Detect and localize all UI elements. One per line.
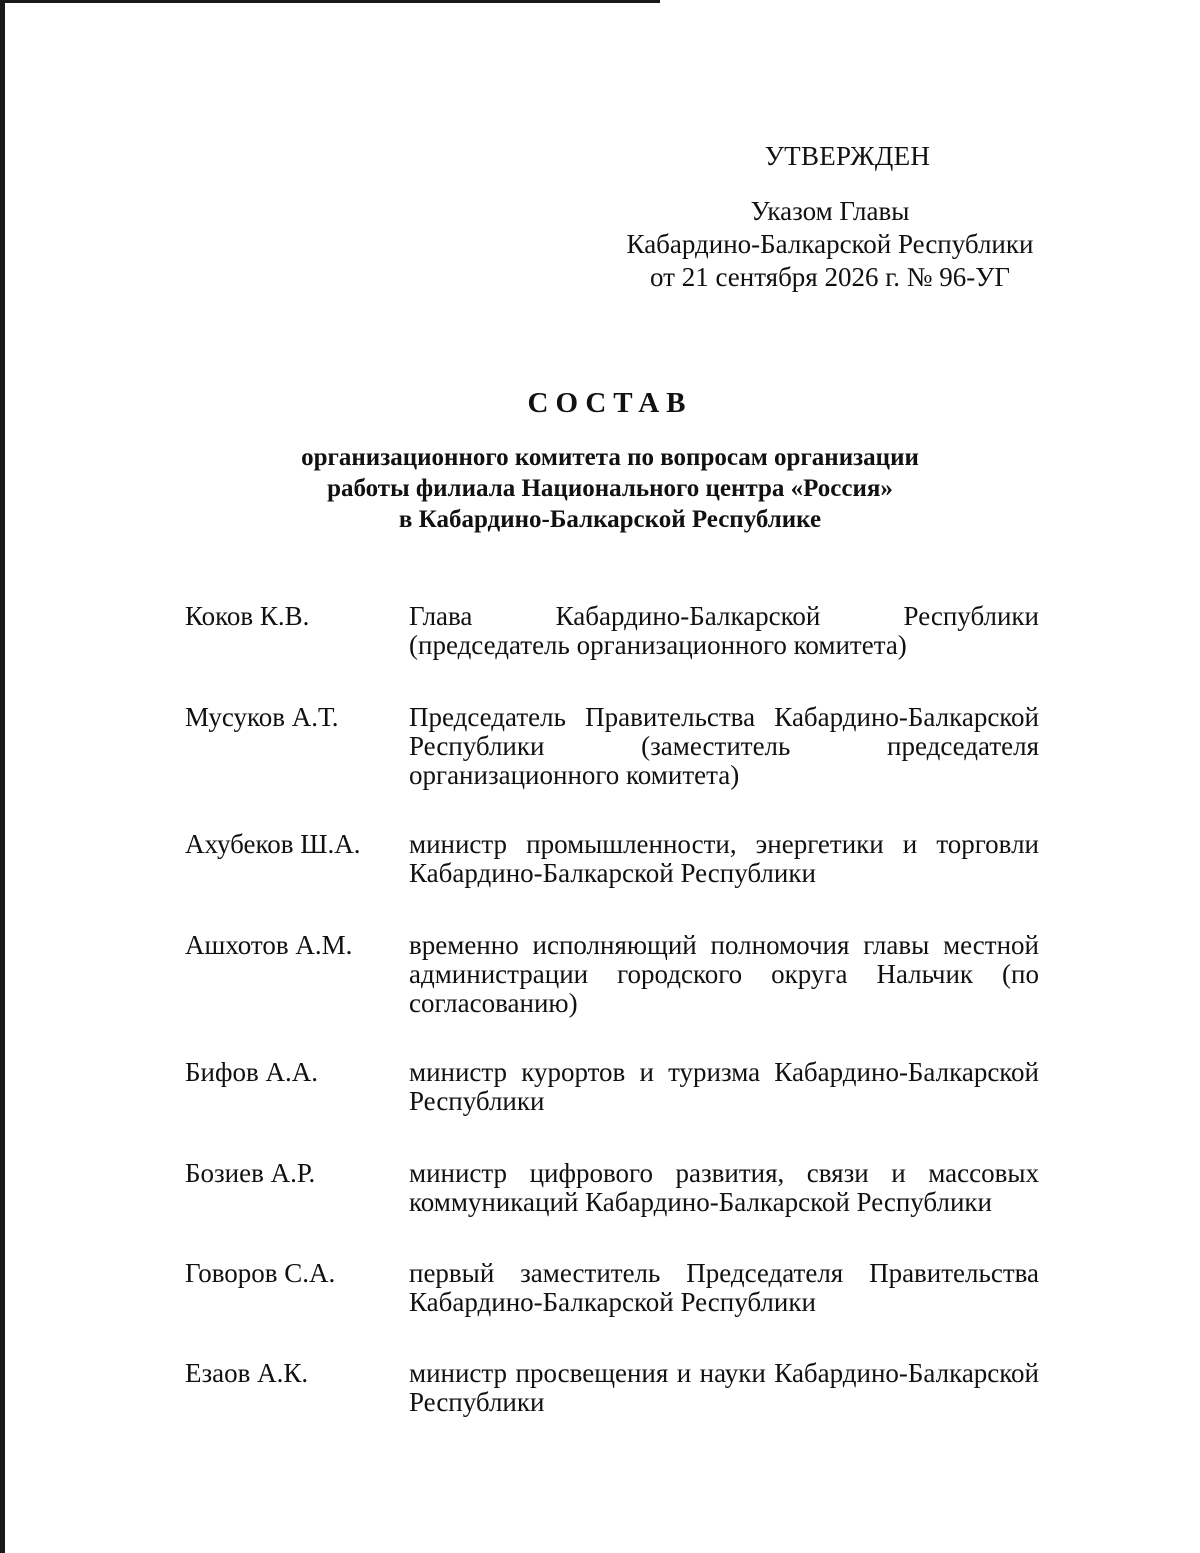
member-role: министр цифрового развития, связи и массовых коммуникаций Кабардино-Балкарской Республики [409,1158,1039,1217]
member-name: Говоров С.А. [185,1258,336,1288]
approval-line-3: от 21 сентября 2026 г. № 96-УГ [650,262,1010,292]
subtitle-line-3: в Кабардино-Балкарской Республике [398,506,822,533]
member-role: временно исполняющий полномочия главы местной администрации городского округа Нальчик (по согласованию) [409,930,1039,1018]
approval-label: УТВЕРЖДЕН [764,141,931,171]
subtitle-line-1: организационного комитета по вопросам организации [301,444,919,471]
approval-block [600,140,1060,294]
subtitle-line-2: работы филиала Национального центра «Россия» [327,475,893,502]
member-role: министр курортов и туризма Кабардино-Балкарской Республики [409,1057,1039,1116]
member-role: Глава Кабардино-Балкарской Республики (председатель организационного комитета) [409,601,1039,660]
document-title: СОСТАВ [527,387,693,419]
member-name: Ахубеков Ш.А. [185,829,361,859]
approval-line-1: Указом Главы [750,196,910,226]
member-role: министр просвещения и науки Кабардино-Балкарской Республики [409,1358,1039,1417]
approval-line-2: Кабардино-Балкарской Республики [626,229,1034,259]
member-name: Ашхотов А.М. [185,930,353,960]
member-role: министр промышленности, энергетики и торговли Кабардино-Балкарской Республики [409,829,1039,888]
document-heading [200,385,1020,535]
scan-edge-top [0,0,660,3]
member-name: Езаов А.К. [185,1358,309,1388]
member-name: Коков К.В. [185,601,310,631]
member-role: Председатель Правительства Кабардино-Балкарской Республики (заместитель председателя организационного комитета) [409,702,1039,790]
scan-edge-left [0,0,5,1553]
member-name: Бифов А.А. [185,1057,318,1087]
member-name: Бозиев А.Р. [185,1158,316,1188]
member-role: первый заместитель Председателя Правительства Кабардино-Балкарской Республики [409,1258,1039,1317]
member-name: Мусуков А.Т. [185,702,339,732]
